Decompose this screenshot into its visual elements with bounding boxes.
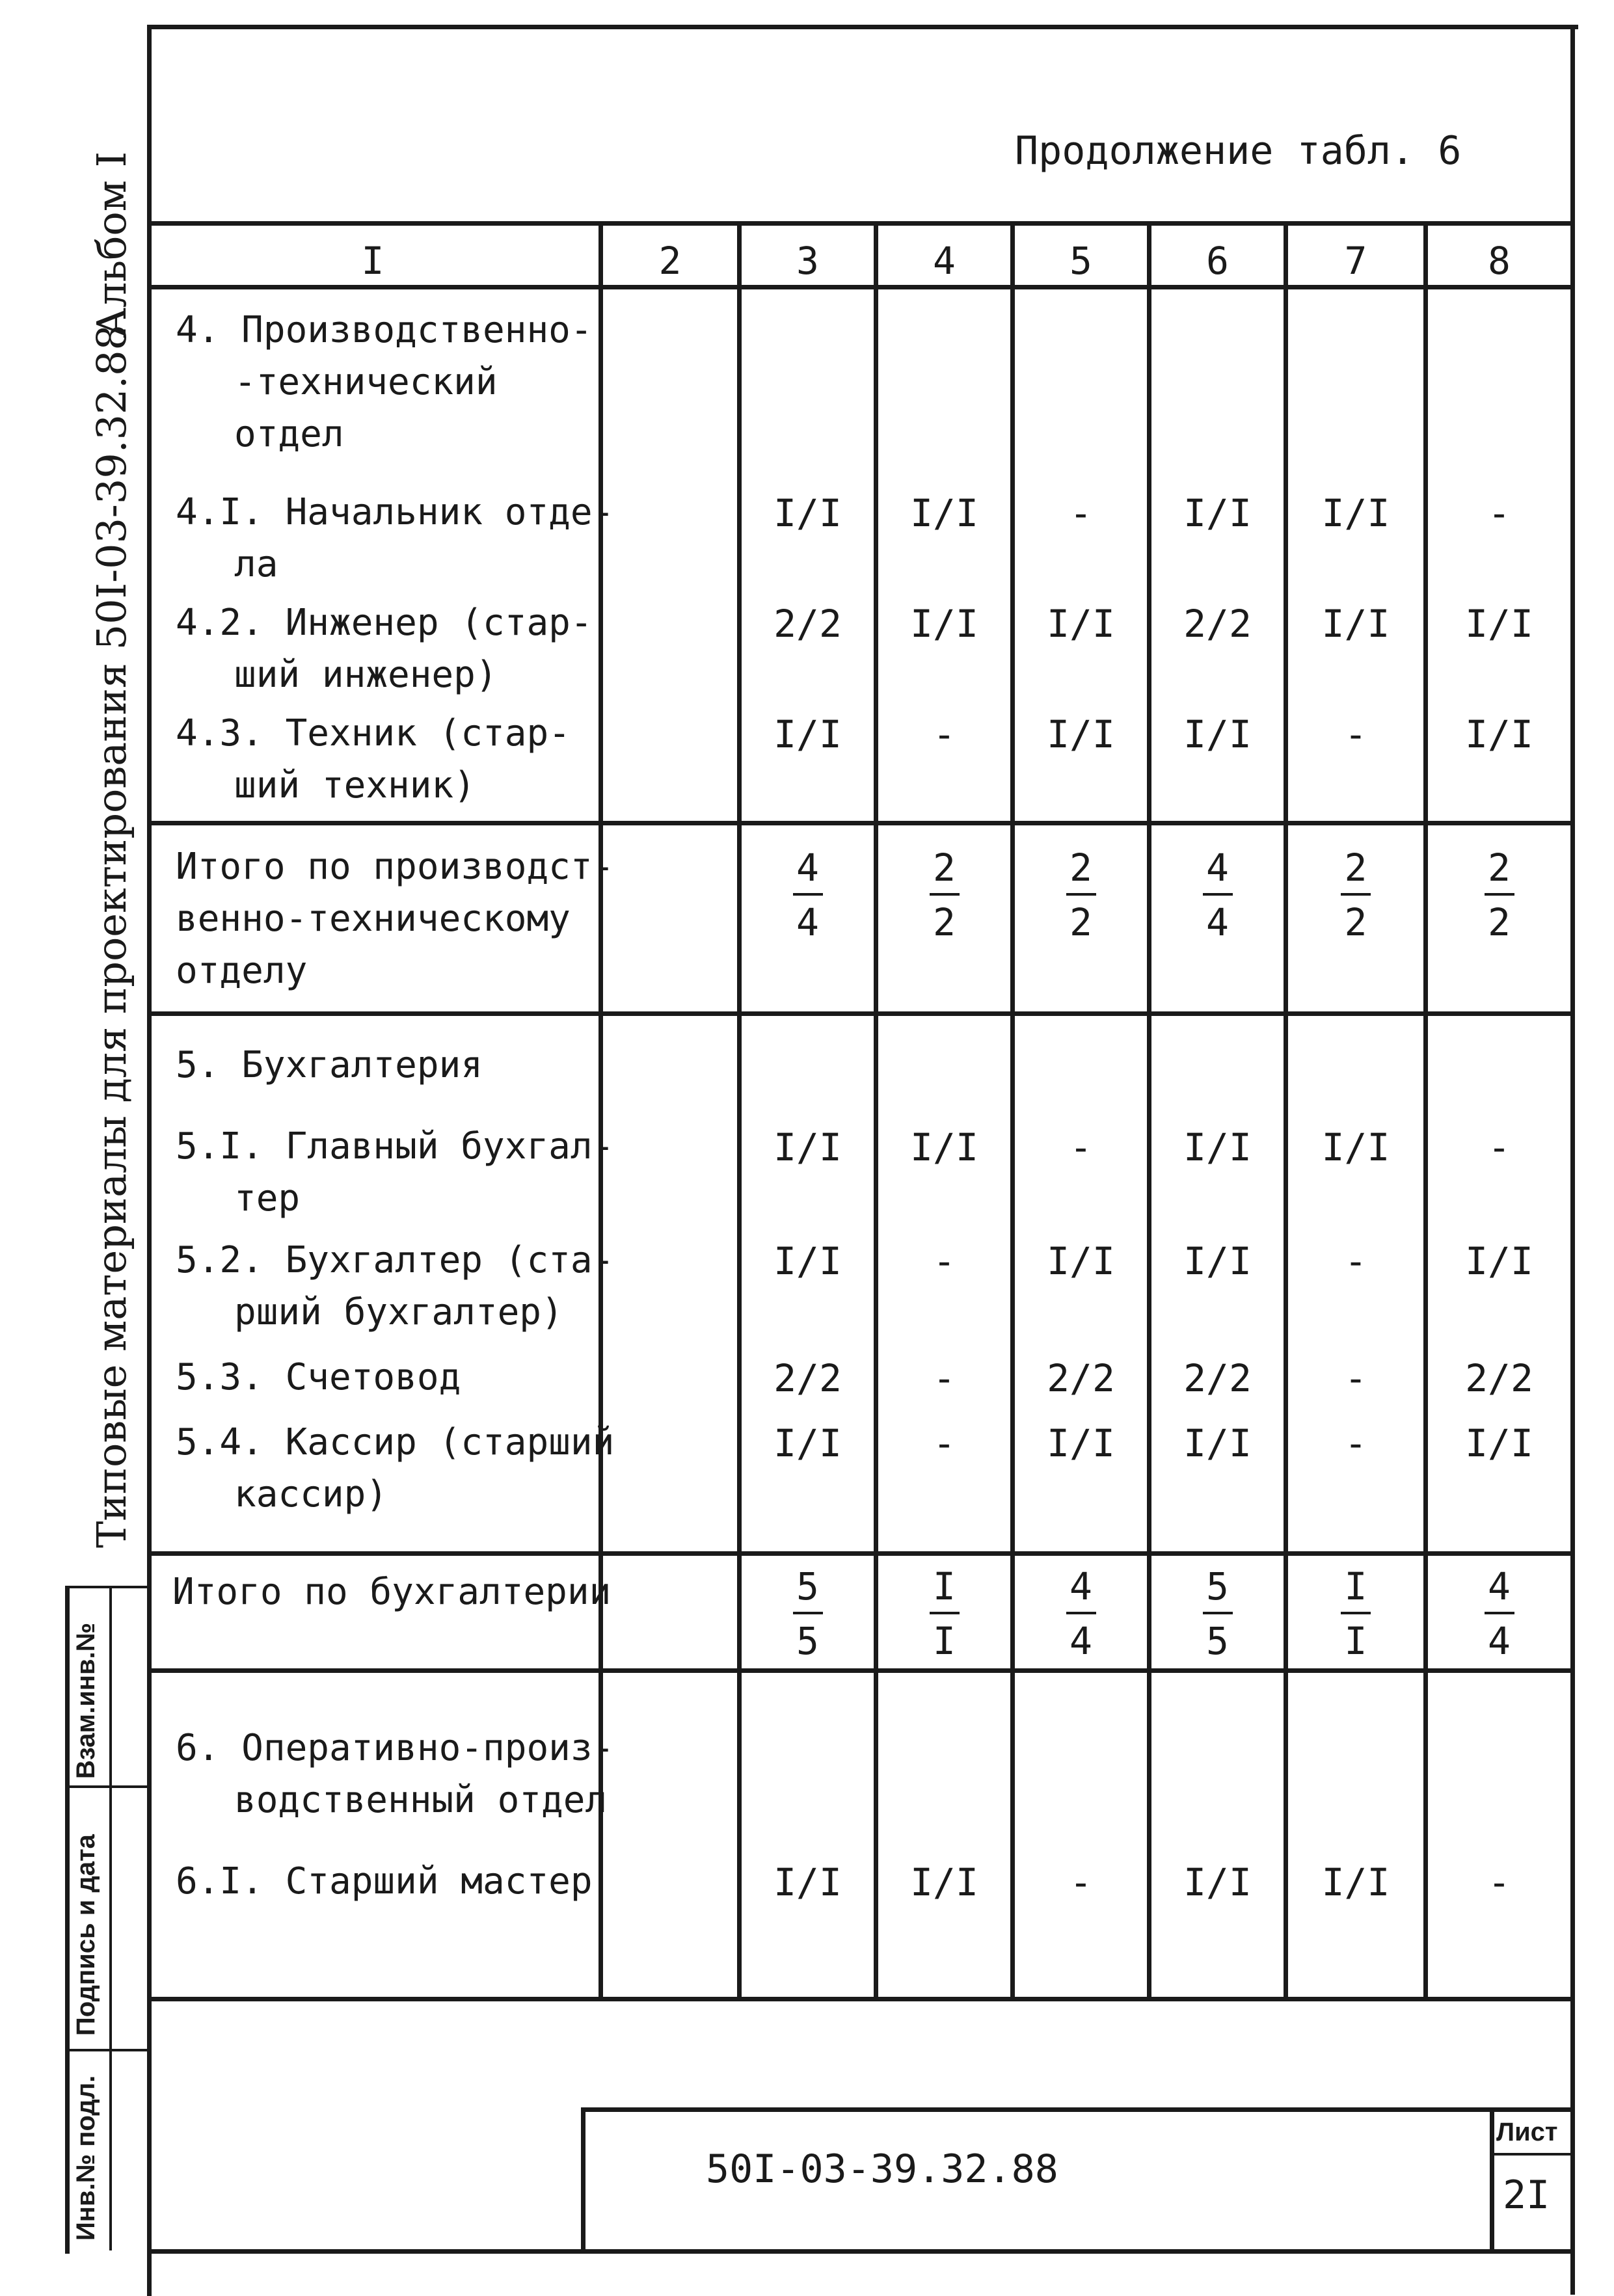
fraction-bar	[1203, 1612, 1233, 1614]
tot4-c8	[1428, 846, 1570, 944]
document-code: 50I-03-39.32.88	[706, 2146, 1058, 2192]
tot4-c6	[1151, 846, 1284, 944]
tot4-c5	[1015, 846, 1147, 944]
fraction-bar	[1341, 893, 1371, 896]
tot4-c8-den: 2	[1488, 900, 1511, 944]
titleblock-sheet-hline	[1490, 2153, 1574, 2156]
col-header-8: 8	[1488, 239, 1511, 283]
stamp-sign-date: Подпись и дата	[72, 1834, 100, 2036]
tot4-c4-num: 2	[933, 846, 956, 890]
r51-c7: I/I	[1321, 1125, 1390, 1169]
tot4-c3-num: 4	[796, 846, 819, 890]
r43-c6: I/I	[1183, 712, 1252, 756]
r43-c3: I/I	[773, 712, 842, 756]
fraction-bar	[793, 893, 823, 896]
tot5-c7-num: I	[1344, 1564, 1367, 1609]
sec5-title: 5. Бухгалтерия	[176, 1044, 483, 1086]
r54-c4: -	[933, 1421, 956, 1465]
r52-c4: -	[933, 1239, 956, 1283]
tot5-c5-num: 4	[1069, 1564, 1092, 1609]
row-line-tot5-bottom	[147, 1668, 1575, 1673]
r61-c3: I/I	[773, 1860, 842, 1904]
col-header-3: 3	[796, 239, 819, 283]
r43-c7: -	[1344, 712, 1367, 756]
tot5-c5	[1015, 1564, 1147, 1663]
r53-c7: -	[1344, 1356, 1367, 1400]
r54-c7: -	[1344, 1421, 1367, 1465]
fraction-bar	[930, 1612, 960, 1614]
r42-c6: 2/2	[1183, 602, 1252, 646]
tot4-c6-den: 4	[1206, 900, 1229, 944]
row-line-tot5-top	[147, 1551, 1575, 1556]
tot4-label-1: Итого по производст-	[176, 846, 615, 888]
col-line-3	[874, 221, 878, 2000]
row-line-tot4-bottom	[147, 1011, 1575, 1016]
r53-c8: 2/2	[1465, 1356, 1533, 1400]
r42-c4: I/I	[910, 602, 978, 646]
tot4-c7-den: 2	[1344, 900, 1367, 944]
tot5-c3-num: 5	[796, 1564, 819, 1609]
r43-c5: I/I	[1047, 712, 1115, 756]
r43-c8: I/I	[1465, 712, 1533, 756]
tot5-c8-den: 4	[1488, 1619, 1511, 1663]
col-header-2: 2	[658, 239, 682, 283]
tot5-c6-den: 5	[1206, 1619, 1229, 1663]
tot4-c3-den: 4	[796, 900, 819, 944]
col-header-4: 4	[933, 239, 956, 283]
tot4-c5-den: 2	[1069, 900, 1092, 944]
tot5-c5-den: 4	[1069, 1619, 1092, 1663]
r54-c3: I/I	[773, 1421, 842, 1465]
col-header-5: 5	[1069, 239, 1092, 283]
r51-c4: I/I	[910, 1125, 978, 1169]
fraction-bar	[1341, 1612, 1371, 1614]
tot4-c4-den: 2	[933, 900, 956, 944]
tot4-c8-num: 2	[1488, 846, 1511, 890]
tot4-c7	[1288, 846, 1423, 944]
r52-c8: I/I	[1465, 1239, 1533, 1283]
col-line-6	[1284, 221, 1288, 2000]
sec6-title-line1: 6. Оперативно-произ-	[176, 1727, 615, 1769]
r52-c3: I/I	[773, 1239, 842, 1283]
titleblock-left	[581, 2107, 585, 2250]
col-line-2	[737, 221, 742, 2000]
sec4-title-line3: отдел	[234, 413, 344, 455]
r61-c8: -	[1488, 1860, 1511, 1904]
r52-c6: I/I	[1183, 1239, 1252, 1283]
r41-c3: I/I	[773, 491, 842, 535]
fraction-bar	[1485, 893, 1514, 896]
stamp-inv-orig: Инв.№ подл.	[72, 2075, 100, 2241]
tot4-c4	[878, 846, 1010, 944]
r61-c5: -	[1069, 1860, 1092, 1904]
materials-label	[88, 325, 135, 1548]
col-header-6: 6	[1206, 239, 1229, 283]
tot5-c7-den: I	[1344, 1619, 1367, 1663]
r53-c3: 2/2	[773, 1356, 842, 1400]
tot5-c3	[742, 1564, 874, 1663]
album-label: Альбом I	[88, 151, 135, 338]
r51-label-1: 5.I. Главный бухгал-	[176, 1125, 615, 1168]
stamp-divider-2	[65, 2049, 150, 2051]
r61-label-1: 6.I. Старший мастер	[176, 1860, 593, 1902]
r61-c7: I/I	[1321, 1860, 1390, 1904]
tot5-c6-num: 5	[1206, 1564, 1229, 1609]
r42-c7: I/I	[1321, 602, 1390, 646]
tot5-c4-den: I	[933, 1619, 956, 1663]
r42-c8: I/I	[1465, 602, 1533, 646]
r61-c4: I/I	[910, 1860, 978, 1904]
r54-c6: I/I	[1183, 1421, 1252, 1465]
frame-right	[1570, 25, 1575, 2295]
table-bottom-line	[147, 1997, 1575, 2001]
r43-label-2: ший техник)	[234, 764, 476, 807]
r52-label-1: 5.2. Бухгалтер (ста-	[176, 1239, 615, 1281]
stamp-inner-line	[109, 1587, 112, 2250]
r41-c8: -	[1488, 491, 1511, 535]
r42-c5: I/I	[1047, 602, 1115, 646]
frame-left	[147, 26, 152, 2296]
tot5-c8-num: 4	[1488, 1564, 1511, 1609]
r53-c6: 2/2	[1183, 1356, 1252, 1400]
sec6-title-line2: водственный отдел	[234, 1779, 608, 1821]
r51-c3: I/I	[773, 1125, 842, 1169]
col-line-7	[1423, 221, 1428, 2000]
sec4-title-line2: -технический	[234, 361, 498, 403]
table-top-line	[147, 221, 1575, 226]
tot4-c5-num: 2	[1069, 846, 1092, 890]
r54-label-1: 5.4. Кассир (старший	[176, 1421, 615, 1463]
continuation-caption: Продолжение табл. 6	[1015, 128, 1462, 174]
r42-c3: 2/2	[773, 602, 842, 646]
titleblock-sheet-divider	[1490, 2107, 1494, 2250]
tot4-c6-num: 4	[1206, 846, 1229, 890]
r41-c4: I/I	[910, 491, 978, 535]
materials-text: Типовые материалы для проектирования 50I-03-39.32.88	[88, 325, 135, 1548]
col-header-7: 7	[1344, 239, 1367, 283]
r43-c4: -	[933, 712, 956, 756]
r53-label-1: 5.3. Счетовод	[176, 1356, 461, 1398]
sheet-number: 2I	[1503, 2172, 1550, 2218]
r52-c5: I/I	[1047, 1239, 1115, 1283]
col-line-5	[1147, 221, 1151, 2000]
r54-c5: I/I	[1047, 1421, 1115, 1465]
fraction-bar	[1485, 1612, 1514, 1614]
tot4-c3	[742, 846, 874, 944]
r41-c6: I/I	[1183, 491, 1252, 535]
tot5-c8	[1428, 1564, 1570, 1663]
fraction-bar	[793, 1612, 823, 1614]
fraction-bar	[1066, 1612, 1096, 1614]
stamp-strip-top	[65, 1586, 150, 1588]
tot5-c6	[1151, 1564, 1284, 1663]
r41-label-2: ла	[234, 543, 278, 585]
r54-c8: I/I	[1465, 1421, 1533, 1465]
sec4-title-line1: 4. Производственно-	[176, 309, 593, 351]
r43-label-1: 4.3. Техник (стар-	[176, 712, 571, 754]
row-line-tot4-top	[147, 821, 1575, 825]
fraction-bar	[930, 893, 960, 896]
tot5-c3-den: 5	[796, 1619, 819, 1663]
sheet-label: Лист	[1496, 2118, 1558, 2146]
r51-c6: I/I	[1183, 1125, 1252, 1169]
r42-label-2: ший инженер)	[234, 654, 498, 696]
tot4-c7-num: 2	[1344, 846, 1367, 890]
stamp-strip-left	[65, 1587, 70, 2254]
header-bottom-line	[147, 285, 1575, 289]
frame-bottom	[147, 2249, 1575, 2254]
r42-label-1: 4.2. Инженер (стар-	[176, 602, 593, 644]
tot5-label: Итого по бухгалтерии	[172, 1571, 612, 1613]
fraction-bar	[1203, 893, 1233, 896]
frame-top	[147, 25, 1578, 29]
r41-c7: I/I	[1321, 491, 1390, 535]
fraction-bar	[1066, 893, 1096, 896]
titleblock-top	[581, 2107, 1575, 2112]
r51-c8: -	[1488, 1125, 1511, 1169]
tot5-c7	[1288, 1564, 1423, 1663]
r53-c4: -	[933, 1356, 956, 1400]
r51-label-2: тер	[234, 1177, 301, 1220]
r51-c5: -	[1069, 1125, 1092, 1169]
r53-c5: 2/2	[1047, 1356, 1115, 1400]
r52-label-2: рший бухгалтер)	[234, 1291, 563, 1333]
r52-c7: -	[1344, 1239, 1367, 1283]
col-line-4	[1010, 221, 1015, 2000]
stamp-divider-1	[65, 1785, 150, 1788]
tot4-label-2: венно-техническому	[176, 898, 571, 940]
r41-label-1: 4.I. Начальник отде-	[176, 491, 615, 533]
tot4-label-3: отделу	[176, 950, 308, 992]
tot5-c4-num: I	[933, 1564, 956, 1609]
tot5-c4	[878, 1564, 1010, 1663]
r41-c5: -	[1069, 491, 1092, 535]
r61-c6: I/I	[1183, 1860, 1252, 1904]
col-header-1: I	[361, 239, 384, 283]
r54-label-2: кассир)	[234, 1473, 388, 1515]
stamp-inv-repl: Взам.инв.№	[72, 1622, 100, 1779]
